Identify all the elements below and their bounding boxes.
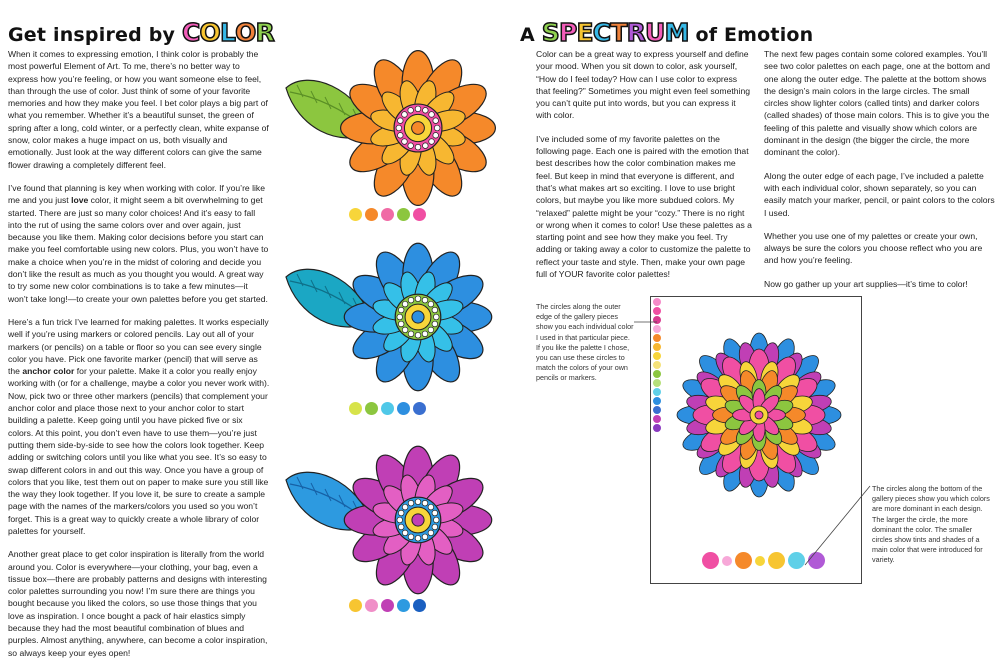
paragraph: Along the outer edge of each page, I’ve included a palette with each individual color, shown separately, so you can easily match your marker, pencil, or paint colors to the colors I used. [764,170,995,218]
heading-prefix: Get inspired by [8,24,176,46]
heading-letter: P [558,18,578,47]
flower-illustration-blue [278,237,498,397]
heading-letter: L [219,18,237,47]
color-swatch [349,402,362,415]
heading-letter: M [664,18,690,47]
heading-letter: T [610,18,628,47]
color-swatch [413,599,426,612]
heading-highlight-word [181,18,275,47]
color-swatch [413,208,426,221]
color-swatch [381,208,394,221]
caption-bottom-palette: The circles along the bottom of the gallery pieces show you which colors are more dominant in each design. The larger the circle, the more dominant the color. The smaller circles show tints and shades of a main color that were introduced for variety. [872,484,990,565]
flower-palette-blue [349,402,426,415]
paragraph: Here’s a fun trick I’ve learned for making palettes. It works especially well if you’re using markers or colored pencils. Lay out all of your markers (or pencils) on a table or floor so you can see every single color you have. Pick one favorite marker (pencil) that will serve as the anchor color for your palette. Make it a color you really enjoy working with (or for a challenge, maybe a color you never work with). Now, pick two or three other markers (pencils) that complement your anchor color and place those next to your anchor color to start building a palette. Keep going until you have picked five or six colors. At this point, you don’t even have to use them—you’re just putting them side-by-side to see how the colors look together. Keep adding or switching colors until you like what you see. It’s so easy to swap different colors in and out this way. Once you have a group of colors that you like, test them out on paper to make sure you still like the way they look together. If you love it, be sure to create a sample page with the names of the markers/colors you used so you won’t forget. This is a great way to quickly create a whole library of color palettes for yourself. [8,316,270,536]
flower-palette-orange [349,208,426,221]
paragraph: Color can be a great way to express yourself and define your mood. When you sit down to color, ask yourself, “How do I feel today? How can I use color to express that feeling?” Sometimes you might even feel something you can’t quite put into words, but you can express it with color. [536,49,751,121]
color-swatch [349,208,362,221]
heading-prefix: A [520,24,535,46]
color-swatch [397,599,410,612]
color-swatch [413,402,426,415]
heading-letter: R [626,18,647,47]
heading-letter: C [592,18,612,47]
paragraph: Whether you use one of my palettes or create your own, always be sure the colors you choose reflect who you are and how you’re feeling. [764,230,983,266]
paragraph: Now go gather up your art supplies—it’s time to color! [764,278,968,289]
paragraph: The next few pages contain some colored examples. You’ll see two color palettes on each page, one at the bottom and one along the outer edge. The palette at the bottom shows the design’s main colors in the large circles. The small circles show lighter colors (called tints) and darker colors (called shades) of those main colors. This is to give you the feeling of this palette and visually show which colors are dominant in the design (the bigger the circle, the more dominant the color). [764,49,990,158]
left-page-heading [8,18,274,47]
heading-letter: R [255,18,275,47]
heading-letter: C [181,18,201,47]
left-body-text [8,48,270,670]
right-page [500,0,1000,640]
color-swatch [365,599,378,612]
flower-illustration-purple [278,440,498,600]
color-swatch [349,599,362,612]
caption-outer-edge: The circles along the outer edge of the gallery pieces show you each individual color I used in that particular piece. If you like the palette I chose, you can use these circles to match the colors of your own pencils or markers. [536,302,634,383]
color-swatch [381,599,394,612]
heading-letter: O [199,18,221,47]
flower-palette-purple [349,599,426,612]
color-swatch [365,208,378,221]
color-swatch [397,208,410,221]
color-swatch [381,402,394,415]
pointer-lines [500,0,1000,640]
flower-illustration-orange [278,40,498,210]
color-swatch [365,402,378,415]
paragraph: When it comes to expressing emotion, I think color is probably the most powerful Element of Art. To me, there’s no better way to express how you’re feeling, or how you want someone else to feel, than through the use of color. Just think of some of your favorite memories and how they make you feel. I bet color plays a big part of what you remember. Whether it’s a beautiful sunset, the green of spring after a long, cold winter, or a perfectly clean, white expanse of snow, color makes a huge impact on us, both visually and emotionally. Just look at the way different colors can give the same flower drawing a completely different feel. [8,49,269,170]
heading-suffix: of Emotion [695,24,814,46]
heading-letter: S [541,18,560,47]
heading-letter: E [576,18,594,47]
paragraph: I’ve found that planning is key when working with color. If you’re like me and you just love color, it might seem a bit overwhelming to get started. There are just so many color choices! And it’s easy to fall into the rut of using the same colors over and over again, just because you like them. Making color decisions before you start can make you feel comfortable using new colors. Plus, you won’t have to make a choice when you’re in the midst of coloring and decide you don’t like the result as much as you thought you would. A great way to try some new color combinations is to take a few minutes—it won’t take long!—to create your own palettes before you get started. [8,182,269,304]
heading-letter: O [235,18,257,47]
flower-icon [344,446,491,593]
left-page [0,0,500,658]
paragraph: I’ve included some of my favorite palettes on the following page. Each one is paired with the emotion that best describes how the color combination makes me feel. But keep in mind that everyone is different, and that’s what makes art so exciting. I love to use bright colors, but maybe you like more subdued colors. My “relaxed” palette might be your “cozy.” There is no right or wrong when it comes to color! Use these palettes as a starting point and see how they make you feel. Try adding or taking away a color to customize the palette to reflect your taste and style. Then, make your own page full of YOUR favorite color palettes! [536,133,752,280]
heading-letter: U [645,18,666,47]
color-swatch [397,402,410,415]
flower-icon [341,51,496,206]
paragraph: Another great place to get color inspiration is literally from the world around you. Color is everywhere—your clothing, your bag, even a tissue box—there are probably patterns and designs with interesting color palettes surrounding you now! I’m sure there are things you bought because you liked the colors, so use those things that you love as inspiration. I once bought a pack of hair elastics simply because they had the most beautiful combination of blues and purples. Almost anything, anywhere, can become a color inspiration, so always keep your eyes open! [8,549,268,658]
flower-icon [344,243,491,390]
